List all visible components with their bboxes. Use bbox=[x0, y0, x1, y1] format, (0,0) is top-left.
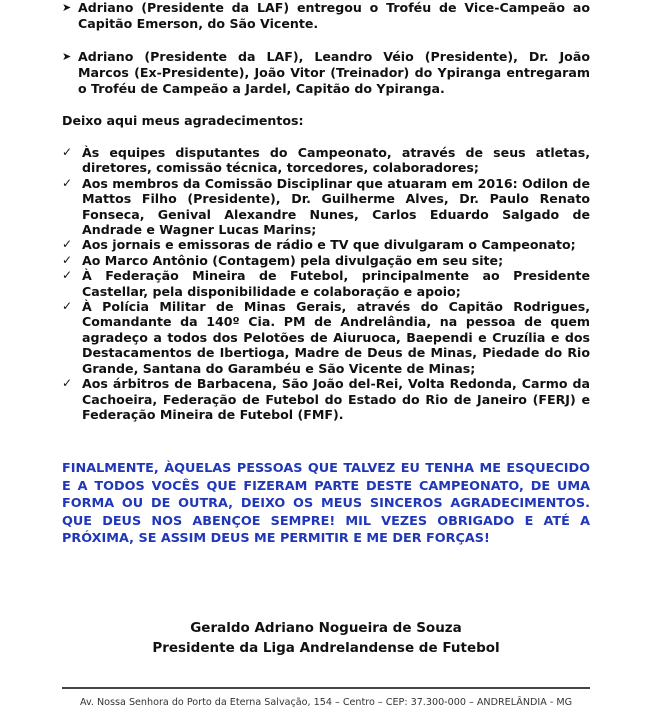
thanks-item bbox=[62, 253, 590, 268]
checkmark-icon: ✓ bbox=[62, 252, 73, 267]
checkmark-icon: ✓ bbox=[62, 237, 73, 252]
top-item-text: Adriano (Presidente da LAF), Leandro Véio (Presidente), Dr. João Marcos (Ex-Presidente), João Vitor (Treinador) do Ypiranga entregaram o Troféu de Campeão a Jardel, Capitão do Ypiranga. bbox=[78, 49, 590, 96]
footer-divider bbox=[62, 687, 590, 689]
thanks-item-text: Aos árbitros de Barbacena, São João del-Rei, Volta Redonda, Carmo da Cachoeira, Federação de Futebol do Estado do Rio de Janeiro (FERJ) e Federação Mineira de Futebol (FMF). bbox=[82, 376, 590, 422]
thanks-item bbox=[62, 299, 590, 376]
top-item-text: Adriano (Presidente da LAF) entregou o Troféu de Vice-Campeão ao Capitão Emerson, do São Vicente. bbox=[78, 0, 590, 31]
signature-name: Geraldo Adriano Nogueira de Souza bbox=[190, 620, 462, 636]
checkmark-icon: ✓ bbox=[62, 299, 73, 314]
thanks-item bbox=[62, 176, 590, 238]
thanks-list bbox=[62, 145, 590, 422]
checkmark-icon: ✓ bbox=[62, 145, 73, 159]
checkmark-icon: ✓ bbox=[62, 268, 73, 283]
thanks-heading: Deixo aqui meus agradecimentos: bbox=[62, 113, 304, 128]
thanks-item bbox=[62, 376, 590, 422]
top-item bbox=[62, 0, 590, 32]
thanks-item bbox=[62, 145, 590, 176]
footer-address: Av. Nossa Senhora do Porto da Eterna Salvação, 154 – Centro – CEP: 37.300-000 – ANDRELÂNDIA - MG bbox=[79, 697, 573, 708]
thanks-item-text: À Federação Mineira de Futebol, principalmente ao Presidente Castellar, pela disponibilidade e colaboração e apoio; bbox=[82, 268, 590, 299]
thanks-item bbox=[62, 268, 590, 299]
thanks-item-text: Aos jornais e emissoras de rádio e TV que divulgaram o Campeonato; bbox=[82, 237, 576, 253]
checkmark-icon: ✓ bbox=[62, 376, 73, 391]
arrow-bullet-icon: ➤ bbox=[62, 50, 72, 63]
top-item bbox=[62, 49, 590, 97]
thanks-item-text: Ao Marco Antônio (Contagem) pela divulgação em seu site; bbox=[82, 252, 504, 268]
thanks-item-text: Aos membros da Comissão Disciplinar que atuaram em 2016: Odilon de Mattos Filho (Presidente), Dr. Guilherme Alves, Dr. Paulo Renato Fonseca, Genival Alexandre Nunes, Carlos Eduardo Salgado de Andrade e Wagner Lucas Marins; bbox=[82, 175, 590, 238]
checkmark-icon: ✓ bbox=[62, 175, 73, 190]
arrow-bullet-icon: ➤ bbox=[62, 1, 72, 14]
thanks-item bbox=[62, 237, 590, 252]
closing-message: FINALMENTE, ÀQUELAS PESSOAS QUE TALVEZ EU TENHA ME ESQUECIDO E A TODOS VOCÊS QUE FIZERAM PARTE DESTE CAMPEONATO, DE UMA FORMA OU DE OUTRA, DEIXO OS MEUS SINCEROS AGRADECIMENTOS. QUE DEUS NOS ABENÇOE SEMPRE! MIL VEZES OBRIGADO E ATÉ A PRÓXIMA, SE ASSIM DEUS ME PERMITIR E ME DER FORÇAS! bbox=[62, 461, 590, 547]
signature-title: Presidente da Liga Andrelandense de Futebol bbox=[152, 640, 500, 656]
thanks-item-text: Às equipes disputantes do Campeonato, através de seus atletas, diretores, comissão técnica, torcedores, colaboradores; bbox=[82, 145, 590, 176]
thanks-item-text: À Polícia Militar de Minas Gerais, através do Capitão Rodrigues, Comandante da 140º Cia. PM de Andrelândia, na pessoa de quem agradeço a todos dos Pelotões de Aiuruoca, Baependi e Cruzília e dos Destacamentos de Ibertioga, Madre de Deus de Minas, Piedade do Rio Grande, Santana do Garambéu e São Vicente de Minas; bbox=[82, 299, 590, 376]
